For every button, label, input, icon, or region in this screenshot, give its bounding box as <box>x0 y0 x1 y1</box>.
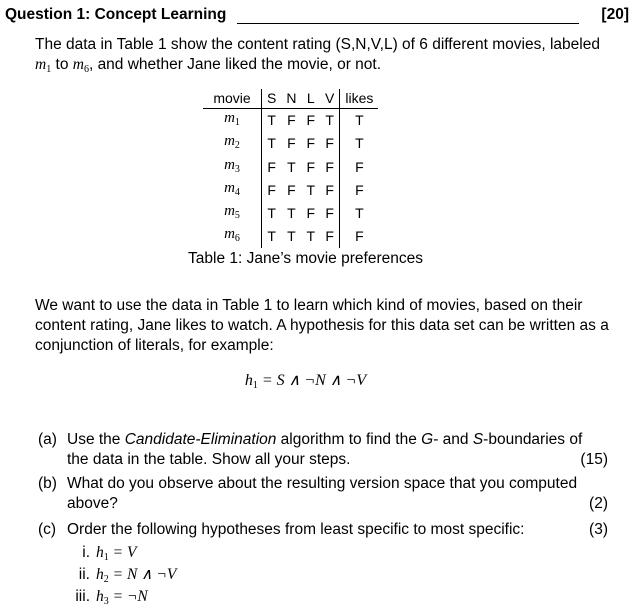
table-row <box>203 202 378 225</box>
part-b-text: What do you observe about the resulting version space that you computed above? <box>67 475 578 512</box>
movie-cell: $m_2$ <box>224 133 240 152</box>
hypothesis-item: iii. $h_3$ = ¬N <box>75 588 148 607</box>
cell-likes: F <box>340 156 379 179</box>
col-s: S <box>262 89 282 109</box>
cell-v: F <box>325 158 334 175</box>
part-b-points: (2) <box>589 495 608 512</box>
cell-likes: T <box>340 109 379 133</box>
part-c-points: (3) <box>589 521 608 538</box>
cell-l: F <box>306 135 316 152</box>
table-row <box>203 156 378 179</box>
table-header-row <box>203 89 378 109</box>
cell-s: T <box>262 109 282 133</box>
hypothesis-paragraph: We want to use the data in Table 1 to learn which kind of movies, based on their content rating, Jane likes to watch. A hypothesis for this data set can be written as a conjunction of literals, for example: <box>35 297 609 354</box>
part-c-label: (c) <box>38 521 57 538</box>
part-a <box>38 430 608 470</box>
table-row <box>203 179 378 202</box>
cell-n: T <box>287 228 296 245</box>
cell-l: T <box>306 181 316 198</box>
table-row <box>203 109 378 133</box>
cell-l: T <box>306 228 316 245</box>
intro-text-1: The data in Table 1 show the content rating (S,N,V,L) of 6 different movies, labeled <box>35 36 600 53</box>
cell-likes: T <box>340 202 379 225</box>
col-likes: likes <box>340 89 379 109</box>
intro-paragraph <box>35 35 610 80</box>
movie-cell: $m_4$ <box>224 179 240 198</box>
table-row <box>203 132 378 155</box>
table-row <box>203 225 378 248</box>
movie-cell: $m_6$ <box>224 226 240 245</box>
movie-cell: $m_1$ <box>224 110 240 129</box>
cell-n: F <box>287 181 296 198</box>
cell-v: F <box>325 135 334 152</box>
cell-s: F <box>262 156 282 179</box>
part-a-text: Use the Candidate-Elimination algorithm to find the G- and S-boundaries of the data in the table. Show all your steps. <box>67 431 583 468</box>
cell-l: F <box>306 158 316 175</box>
example-hypothesis: $h_1 = S$ ∧ ¬N ∧ ¬V <box>244 372 367 391</box>
question-header <box>5 6 629 28</box>
intro-text-2: , and whether Jane liked the movie, or not. <box>88 56 382 73</box>
table-caption: Table 1: Jane’s movie preferences <box>188 250 423 267</box>
cell-l: F <box>306 205 316 222</box>
cell-l: F <box>306 112 316 129</box>
cell-n: T <box>287 158 296 175</box>
cell-n: F <box>287 112 296 129</box>
question-title: Question 1: Concept Learning <box>5 6 227 23</box>
part-b <box>38 474 608 514</box>
col-n: N <box>281 89 301 109</box>
cell-v: F <box>325 228 334 245</box>
cell-s: T <box>262 225 282 248</box>
hypothesis-item: i. $h_1 = V$ <box>82 544 137 563</box>
cell-likes: T <box>340 132 379 155</box>
cell-likes: F <box>340 179 379 202</box>
m-first: $m_1$ <box>35 56 52 75</box>
cell-n: F <box>287 135 296 152</box>
cell-s: T <box>262 132 282 155</box>
header-rule <box>237 23 579 24</box>
cell-v: T <box>325 112 334 129</box>
hypothesis-item: ii. $h_2 = N$ ∧ ¬V <box>78 566 177 585</box>
cell-v: F <box>325 181 334 198</box>
part-a-label: (a) <box>38 431 57 448</box>
question-points: [20] <box>601 6 629 23</box>
intro-to: to <box>51 56 73 73</box>
part-a-points: (15) <box>580 451 608 468</box>
part-c <box>38 520 608 540</box>
cell-likes: F <box>340 225 379 248</box>
col-movie: movie <box>203 89 262 109</box>
preferences-table <box>203 89 378 248</box>
m-last: $m_6$ <box>72 56 89 75</box>
movie-cell: $m_3$ <box>224 156 240 175</box>
part-c-text: Order the following hypotheses from least specific to most specific: <box>67 521 525 538</box>
movie-cell: $m_5$ <box>224 203 240 222</box>
cell-v: F <box>325 205 334 222</box>
col-l: L <box>301 89 320 109</box>
cell-s: T <box>262 202 282 225</box>
cell-s: F <box>262 179 282 202</box>
col-v: V <box>320 89 340 109</box>
cell-n: T <box>287 205 296 222</box>
part-b-label: (b) <box>38 475 57 492</box>
